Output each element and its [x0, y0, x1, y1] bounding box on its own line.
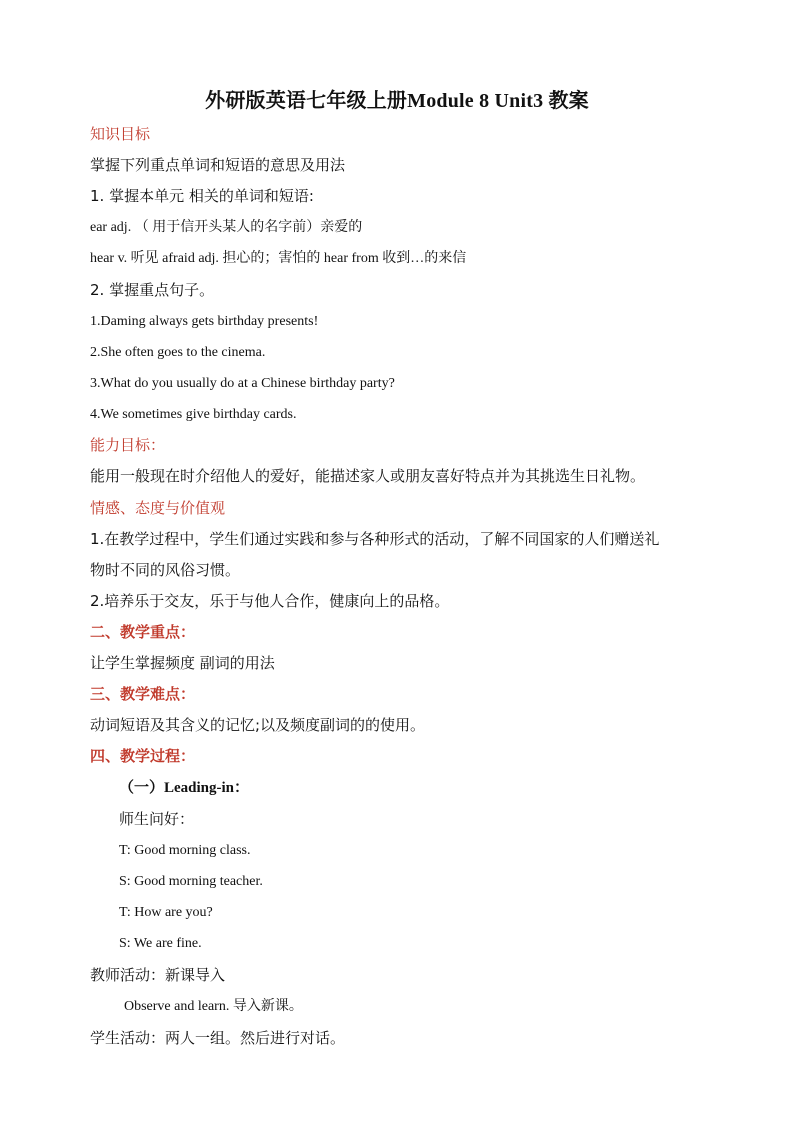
knowledge-item-1: 1. 掌握本单元 相关的单词和短语: [90, 187, 314, 205]
key-points-heading: 二、教学重点： [90, 623, 196, 641]
key-sentence: 3.What do you usually do at a Chinese birthday party? [90, 376, 395, 391]
vocab-line-2: hear v. 听见 afraid adj. 担心的；害怕的 hear from 收到…的来信 [90, 251, 467, 266]
ability-goal-text: 能用一般现在时介绍他人的爱好，能描述家人或朋友喜好特点并为其挑选生日礼物。 [90, 467, 646, 485]
knowledge-goal-intro: 掌握下列重点单词和短语的意思及用法 [90, 156, 346, 174]
greeting-label: 师生问好： [119, 810, 195, 828]
teacher-activity: 教师活动：新课导入 [90, 966, 226, 984]
dialogue-line: S: Good morning teacher. [119, 874, 263, 889]
knowledge-goal-heading: 知识目标 [90, 125, 151, 143]
key-points-text: 让学生掌握频度 副词的用法 [90, 654, 275, 672]
ability-goal-heading: 能力目标： [90, 436, 166, 454]
process-step-leading-in: （一）Leading-in： [119, 780, 250, 796]
key-sentence: 2.She often goes to the cinema. [90, 345, 266, 360]
dialogue-line: T: How are you? [119, 905, 213, 920]
emotion-goal-text-1-line-2: 物时不同的风俗习惯。 [90, 561, 241, 579]
document-title: 外研版英语七年级上册Module 8 Unit3 教案 [205, 90, 589, 112]
emotion-goal-text-1-line-1: 1.在教学过程中，学生们通过实践和参与各种形式的活动，了解不同国家的人们赠送礼 [90, 530, 660, 548]
observe-line: Observe and learn. 导入新课。 [124, 999, 303, 1014]
vocab-line-1: ear adj. （ 用于信开头某人的名字前）亲爱的 [90, 220, 363, 235]
emotion-goal-text-2: 2.培养乐于交友，乐于与他人合作，健康向上的品格。 [90, 592, 450, 610]
knowledge-item-2: 2. 掌握重点句子。 [90, 281, 215, 299]
dialogue-line: S: We are fine. [119, 936, 202, 951]
emotion-goal-heading: 情感、态度与价值观 [90, 499, 226, 517]
key-sentence: 4.We sometimes give birthday cards. [90, 407, 297, 422]
difficulties-heading: 三、教学难点： [90, 685, 196, 703]
difficulties-text: 动词短语及其含义的记忆;以及频度副词的的使用。 [90, 716, 426, 734]
key-sentence: 1.Daming always gets birthday presents! [90, 314, 319, 329]
process-heading: 四、教学过程： [90, 747, 196, 765]
student-activity: 学生活动：两人一组。然后进行对话。 [90, 1029, 346, 1047]
dialogue-line: T: Good morning class. [119, 843, 251, 858]
